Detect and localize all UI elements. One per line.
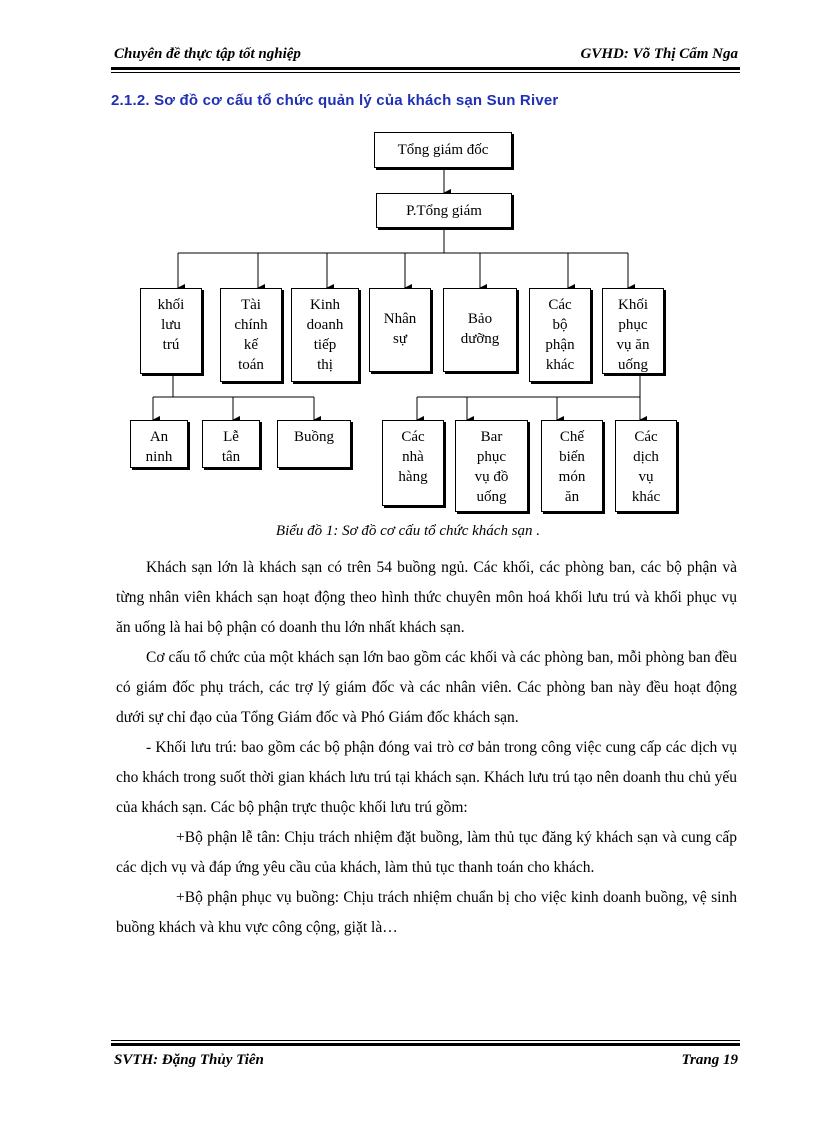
unit-security-box: An ninh xyxy=(130,420,188,468)
paragraph: - Khối lưu trú: bao gồm các bộ phận đóng vai trò cơ bản trong công việc cung cấp các dịch vụ cho khách trong suốt thời gian khách lưu trú tại khách sạn. Khách lưu trú tạo nên doanh thu chủ yếu của khách sạn. Các bộ phận trực thuộc khối lưu trú gồm: xyxy=(116,739,737,816)
section-title: 2.1.2. Sơ đồ cơ cấu tổ chức quản lý của khách sạn Sun River xyxy=(111,92,559,109)
header-advisor: GVHD: Võ Thị Cẩm Nga xyxy=(580,46,738,62)
dept-marketing-box: Kinh doanh tiếp thị xyxy=(291,288,359,382)
unit-kitchen-box: Chế biến món ăn xyxy=(541,420,603,512)
unit-reception-box: Lễ tân xyxy=(202,420,260,468)
dept-fb-box: Khối phục vụ ăn uống xyxy=(602,288,664,374)
dept-finance-box: Tài chính kế toán xyxy=(220,288,282,382)
ceo-box: Tổng giám đốc xyxy=(374,132,512,168)
paragraph: Cơ cấu tổ chức của một khách sạn lớn bao gồm các khối và các phòng ban, mỗi phòng ban đều có giám đốc phụ trách, các trợ lý giám đốc và các nhân viên. Các phòng ban này đều hoạt động dưới sự chỉ đạo của Tổng Giám đốc và Phó Giám đốc khách sạn. xyxy=(116,649,737,726)
deputy-box: P.Tổng giám xyxy=(376,193,512,228)
unit-housekeeping-box: Buồng xyxy=(277,420,351,468)
paragraph: +Bộ phận phục vụ buồng: Chịu trách nhiệm chuẩn bị cho việc kinh doanh buồng, vệ sinh buồng khách và khu vực công cộng, giặt là… xyxy=(116,889,737,936)
paragraph: Khách sạn lớn là khách sạn có trên 54 buồng ngủ. Các khối, các phòng ban, các bộ phận và từng nhân viên khách sạn hoạt động theo hình thức chuyên môn hoá khối lưu trú và khối phục vụ ăn uống là hai bộ phận có doanh thu lớn nhất khách sạn. xyxy=(116,559,737,636)
unit-restaurants-box: Các nhà hàng xyxy=(382,420,444,506)
unit-other-services-box: Các dịch vụ khác xyxy=(615,420,677,512)
body-text xyxy=(116,553,737,943)
unit-bar-box: Bar phục vụ đồ uống xyxy=(455,420,528,512)
footer-page-number: Trang 19 xyxy=(681,1052,738,1068)
dept-other-box: Các bộ phận khác xyxy=(529,288,591,382)
dept-maintenance-box: Bảo dưỡng xyxy=(443,288,517,372)
header-title: Chuyên đề thực tập tốt nghiệp xyxy=(114,46,301,62)
figure-caption: Biểu đồ 1: Sơ đồ cơ cấu tổ chức khách sạn . xyxy=(275,523,541,539)
dept-lodging-box: khối lưu trú xyxy=(140,288,202,374)
footer-student: SVTH: Đặng Thủy Tiên xyxy=(114,1052,264,1068)
paragraph: +Bộ phận lễ tân: Chịu trách nhiệm đặt buồng, làm thủ tục đăng ký khách sạn và cung cấp các dịch vụ và đáp ứng yêu cầu của khách, làm thủ tục thanh toán cho khách. xyxy=(116,829,737,876)
footer-rule xyxy=(111,1043,740,1046)
dept-hr-box: Nhân sự xyxy=(369,288,431,372)
footer-rule-thin xyxy=(111,1040,740,1041)
